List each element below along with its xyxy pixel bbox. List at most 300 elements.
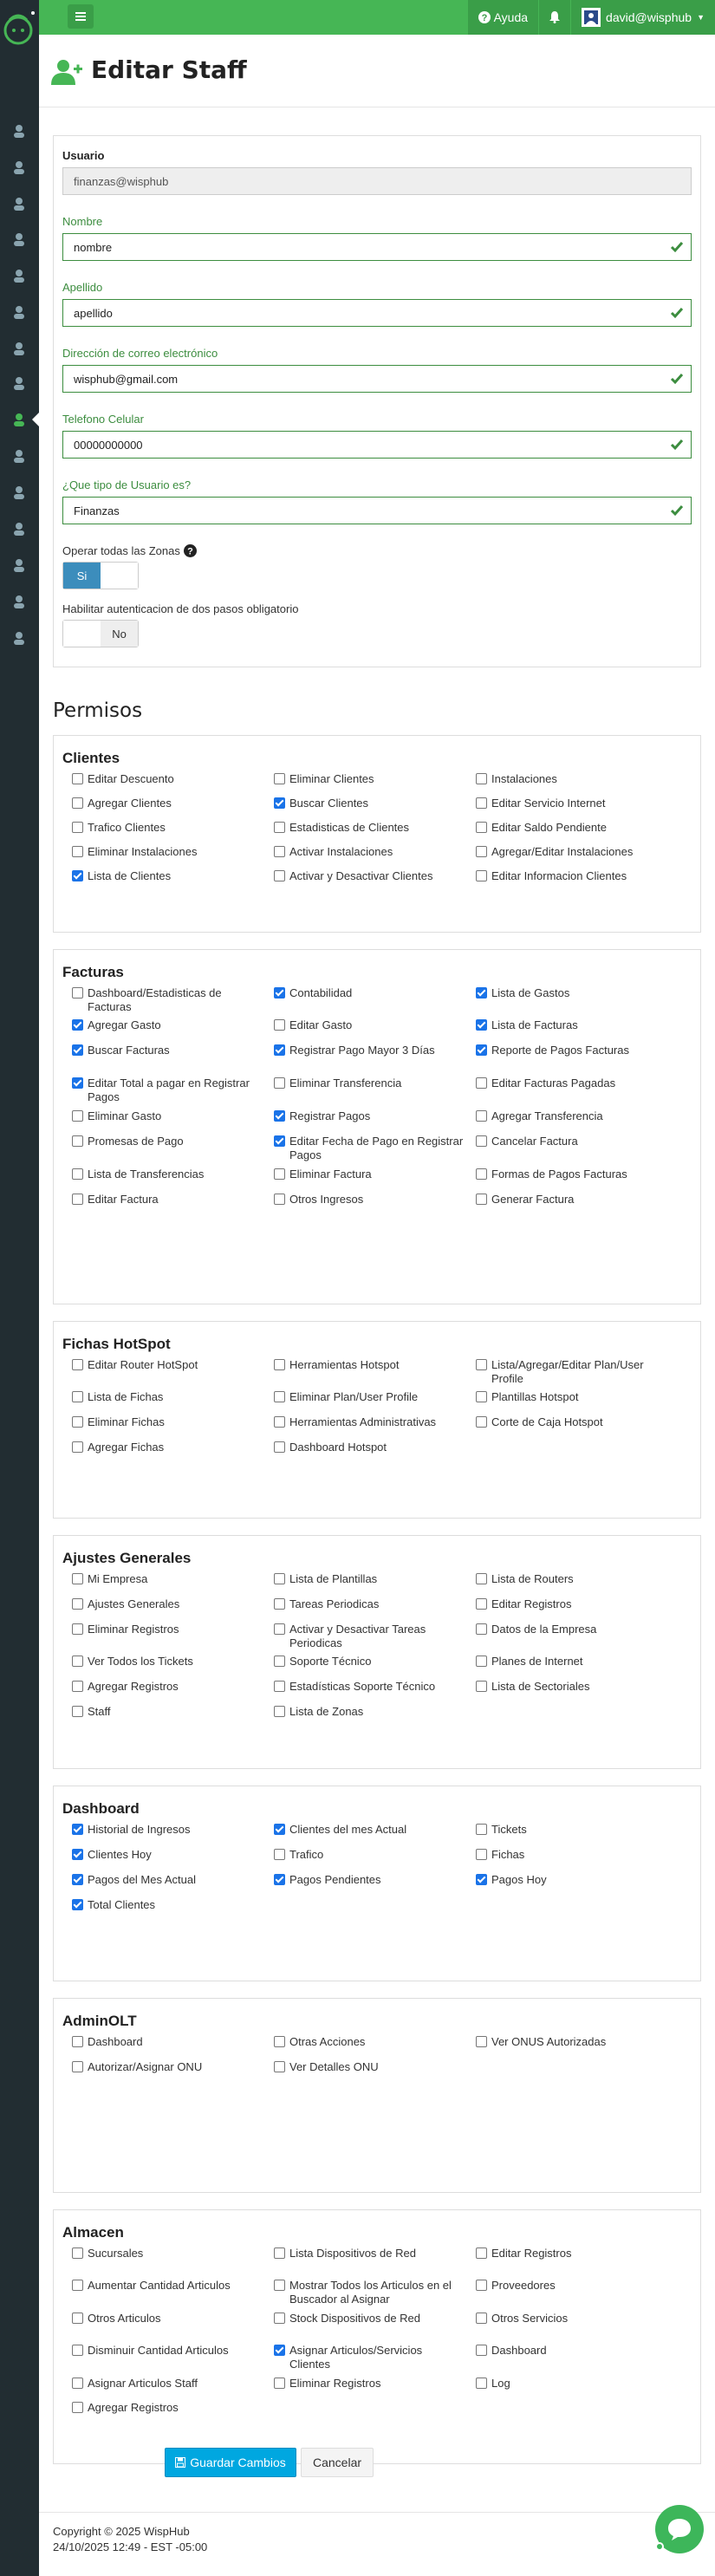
permission-label: Stock Dispositivos de Red [289, 2312, 421, 2325]
permission-checkbox-item[interactable] [476, 1848, 666, 1862]
permission-label: Dashboard [491, 2344, 547, 2357]
thumbs-up-icon[interactable] [10, 520, 28, 537]
checkbox[interactable] [476, 1416, 487, 1428]
checkbox[interactable] [476, 1359, 487, 1370]
checkbox[interactable] [72, 2345, 83, 2356]
checkbox[interactable] [72, 1681, 83, 1692]
sitemap-icon[interactable] [10, 267, 28, 284]
permission-label: Asignar Articulos/Servicios Clientes [289, 2344, 423, 2371]
valid-check-icon [670, 504, 684, 517]
footer-datetime: 24/10/2025 12:49 - EST -05:00 [53, 2540, 208, 2553]
permission-label: Dashboard [88, 2035, 143, 2048]
permission-checkbox-item[interactable] [476, 986, 666, 1000]
checkbox[interactable] [476, 1135, 487, 1147]
telefono-field[interactable] [62, 431, 692, 459]
permission-checkbox-item[interactable] [274, 1823, 465, 1837]
permission-checkbox-item[interactable] [274, 2035, 465, 2049]
permission-checkbox-item[interactable] [72, 1077, 263, 1104]
permission-label: Log [491, 2377, 510, 2390]
checkbox[interactable] [476, 1019, 487, 1031]
permission-checkbox-item[interactable] [476, 1823, 666, 1837]
checkbox[interactable] [476, 1824, 487, 1835]
permission-checkbox-item[interactable] [476, 821, 666, 835]
permission-checkbox-item[interactable] [274, 1441, 465, 1454]
plus-icon[interactable] [10, 593, 28, 610]
checkbox[interactable] [72, 773, 83, 784]
permission-label: Lista de Clientes [88, 869, 172, 882]
permission-checkbox-item[interactable] [476, 1168, 666, 1181]
permission-checkbox-item[interactable] [476, 1597, 666, 1611]
permission-checkbox-item[interactable] [274, 821, 465, 835]
permission-label: Soporte Técnico [289, 1655, 372, 1668]
checkbox[interactable] [72, 1706, 83, 1717]
checkbox[interactable] [476, 1598, 487, 1610]
permission-label: Editar Factura [88, 1193, 159, 1206]
checkbox[interactable] [476, 2378, 487, 2389]
checkbox[interactable] [72, 1019, 83, 1031]
checkbox[interactable] [72, 822, 83, 833]
permission-label: Corte de Caja Hotspot [491, 1415, 603, 1428]
usuario-value: finanzas@wisphub [74, 174, 169, 188]
checkbox[interactable] [72, 987, 83, 999]
permission-checkbox-item[interactable] [476, 1873, 666, 1887]
permission-checkbox-item[interactable] [72, 1168, 263, 1181]
checkbox[interactable] [72, 2378, 83, 2389]
checkbox[interactable] [476, 1849, 487, 1860]
checkbox[interactable] [274, 1706, 285, 1717]
permission-checkbox-item[interactable] [476, 2279, 666, 2293]
permission-checkbox-item[interactable] [476, 1655, 666, 1669]
permission-checkbox-item[interactable] [274, 2344, 465, 2371]
checkbox[interactable] [274, 2280, 285, 2291]
permission-checkbox-item[interactable] [72, 2035, 263, 2049]
twofa-toggle[interactable] [62, 620, 139, 647]
checkbox[interactable] [274, 2345, 285, 2356]
permission-label: Eliminar Clientes [289, 772, 374, 785]
checkbox[interactable] [274, 1573, 285, 1584]
cancel-button[interactable] [301, 2448, 374, 2477]
permission-checkbox-item[interactable] [476, 797, 666, 810]
permission-label: Formas de Pagos Facturas [491, 1168, 627, 1181]
permission-checkbox-item[interactable] [72, 1441, 263, 1454]
permissions-section-title: Almacen [62, 2224, 124, 2241]
permission-checkbox-item[interactable] [72, 2279, 263, 2293]
checkbox[interactable] [72, 1899, 83, 1910]
checkbox[interactable] [476, 1077, 487, 1089]
checkbox[interactable] [274, 797, 285, 809]
permission-label: Buscar Facturas [88, 1044, 170, 1057]
permission-checkbox-item[interactable] [72, 2247, 263, 2261]
permission-checkbox-item[interactable] [72, 1680, 263, 1694]
permission-checkbox-item[interactable] [476, 2344, 666, 2358]
apellido-field[interactable] [62, 299, 692, 327]
permission-checkbox-item[interactable] [72, 1848, 263, 1862]
permission-checkbox-item[interactable] [72, 1597, 263, 1611]
checkbox[interactable] [476, 1573, 487, 1584]
permission-label: Mi Empresa [88, 1572, 148, 1585]
usuario-field[interactable] [62, 167, 692, 195]
checkbox[interactable] [476, 870, 487, 881]
permission-label: Tareas Periodicas [289, 1597, 380, 1610]
permission-checkbox-item[interactable] [274, 2312, 465, 2326]
permission-label: Pagos Pendientes [289, 1873, 381, 1886]
permission-label: Lista de Plantillas [289, 1572, 378, 1585]
checkbox[interactable] [476, 2313, 487, 2324]
checkbox[interactable] [274, 1168, 285, 1180]
permission-label: Agregar/Editar Instalaciones [491, 845, 634, 858]
permission-checkbox-item[interactable] [274, 1848, 465, 1862]
permission-checkbox-item[interactable] [274, 1390, 465, 1404]
permission-checkbox-item[interactable] [476, 772, 666, 786]
permission-label: Proveedores [491, 2279, 556, 2292]
permission-label: Agregar Transferencia [491, 1109, 603, 1122]
checkbox[interactable] [476, 1194, 487, 1205]
permission-checkbox-item[interactable] [476, 845, 666, 859]
checkbox[interactable] [274, 1598, 285, 1610]
permission-checkbox-item[interactable] [72, 1655, 263, 1669]
speedometer-icon[interactable] [10, 159, 28, 176]
checkbox[interactable] [274, 2061, 285, 2072]
chat-bubble-icon [666, 2517, 692, 2541]
apellido-label: Apellido [62, 281, 103, 294]
bell-icon [549, 11, 560, 23]
checkbox[interactable] [274, 1077, 285, 1089]
permission-checkbox-item[interactable] [72, 2060, 263, 2074]
valid-check-icon [670, 306, 684, 320]
checkbox[interactable] [72, 1874, 83, 1885]
checkbox[interactable] [476, 846, 487, 857]
wifi-icon[interactable] [10, 303, 28, 321]
archive-icon[interactable] [10, 374, 28, 392]
users-icon[interactable] [10, 195, 28, 212]
checkbox[interactable] [274, 1194, 285, 1205]
permission-label: Eliminar Gasto [88, 1109, 162, 1122]
permission-checkbox-item[interactable] [72, 797, 263, 810]
checkbox[interactable] [72, 1598, 83, 1610]
permission-checkbox-item[interactable] [476, 2377, 666, 2391]
checkbox[interactable] [274, 2247, 285, 2259]
user-plus-icon [51, 59, 82, 85]
permission-checkbox-item[interactable] [274, 2377, 465, 2391]
permission-checkbox-item[interactable] [274, 1193, 465, 1207]
permission-checkbox-item[interactable] [72, 1572, 263, 1586]
checkbox[interactable] [476, 1391, 487, 1402]
permission-checkbox-item[interactable] [476, 1572, 666, 1586]
permission-label: Activar y Desactivar Tareas Periodicas [289, 1623, 426, 1649]
tipo-usuario-select[interactable] [62, 497, 692, 524]
checkbox[interactable] [72, 2036, 83, 2047]
book-icon[interactable] [10, 556, 28, 574]
permission-label: Editar Router HotSpot [88, 1358, 198, 1371]
checkbox[interactable] [72, 1441, 83, 1453]
permission-checkbox-item[interactable] [476, 2035, 666, 2049]
checkbox[interactable] [274, 1135, 285, 1147]
permission-checkbox-item[interactable] [274, 772, 465, 786]
checkbox[interactable] [476, 1110, 487, 1122]
checkbox[interactable] [274, 1019, 285, 1031]
checkbox[interactable] [274, 1656, 285, 1667]
apellido-value: apellido [74, 306, 113, 320]
checkbox[interactable] [274, 870, 285, 881]
nombre-field[interactable] [62, 233, 692, 261]
permission-checkbox-item[interactable] [72, 1823, 263, 1837]
permission-label: Ver Detalles ONU [289, 2060, 379, 2073]
notifications-button[interactable] [538, 0, 570, 35]
checkbox[interactable] [72, 797, 83, 809]
checkbox[interactable] [274, 1416, 285, 1428]
permission-checkbox-item[interactable] [274, 1168, 465, 1181]
permission-checkbox-item[interactable] [72, 2344, 263, 2358]
permission-label: Trafico [289, 1848, 324, 1861]
checkbox[interactable] [72, 2313, 83, 2324]
checkbox[interactable] [72, 1623, 83, 1635]
sidebar-active-indicator [32, 413, 39, 426]
permission-checkbox-item[interactable] [274, 1358, 465, 1372]
checkbox[interactable] [476, 822, 487, 833]
checkbox[interactable] [476, 987, 487, 999]
permission-checkbox-item[interactable] [274, 1109, 465, 1123]
permission-checkbox-item[interactable] [476, 1018, 666, 1032]
permission-label: Total Clientes [88, 1898, 156, 1911]
valid-check-icon [670, 372, 684, 386]
checkbox[interactable] [274, 773, 285, 784]
permission-checkbox-item[interactable] [274, 797, 465, 810]
checkbox[interactable] [476, 1656, 487, 1667]
tipo-usuario-label: ¿Que tipo de Usuario es? [62, 478, 192, 491]
permissions-section-title: Fichas HotSpot [62, 1336, 171, 1352]
user-menu[interactable] [570, 0, 715, 35]
permission-checkbox-item[interactable] [476, 1077, 666, 1090]
permission-label: Registrar Pagos [289, 1109, 371, 1122]
sidebar-toggle-button[interactable] [68, 4, 94, 29]
permission-checkbox-item[interactable] [274, 2060, 465, 2074]
permission-checkbox-item[interactable] [72, 986, 263, 1014]
permission-checkbox-item[interactable] [72, 1135, 263, 1148]
checkbox[interactable] [274, 1849, 285, 1860]
permission-label: Instalaciones [491, 772, 557, 785]
clipboard-icon[interactable] [10, 484, 28, 501]
permission-label: Dashboard Hotspot [289, 1441, 387, 1454]
permission-checkbox-item[interactable] [72, 1415, 263, 1429]
permission-checkbox-item[interactable] [72, 1873, 263, 1887]
life-ring-icon[interactable] [10, 340, 28, 357]
checkbox[interactable] [274, 2313, 285, 2324]
chat-online-indicator [655, 2542, 664, 2551]
checkbox[interactable] [72, 1168, 83, 1180]
permission-checkbox-item[interactable] [476, 1358, 666, 1386]
main-content [39, 35, 715, 2576]
question-circle-icon[interactable] [184, 544, 197, 557]
checkbox[interactable] [72, 1824, 83, 1835]
gear-icon[interactable] [10, 447, 28, 465]
permission-checkbox-item[interactable] [476, 2247, 666, 2261]
checkbox[interactable] [274, 2378, 285, 2389]
permission-label: Lista Dispositivos de Red [289, 2247, 416, 2260]
twofa-label: Habilitar autenticacion de dos pasos obligatorio [62, 602, 299, 615]
permission-checkbox-item[interactable] [72, 1018, 263, 1032]
checkbox[interactable] [72, 2402, 83, 2413]
permission-checkbox-item[interactable] [72, 2312, 263, 2326]
permission-checkbox-item[interactable] [274, 2247, 465, 2261]
checkbox[interactable] [72, 1573, 83, 1584]
nombre-label: Nombre [62, 215, 103, 228]
checkbox[interactable] [72, 2247, 83, 2259]
permission-checkbox-item[interactable] [274, 1077, 465, 1090]
permission-label: Editar Facturas Pagadas [491, 1077, 616, 1090]
permission-label: Planes de Internet [491, 1655, 583, 1668]
checkbox[interactable] [274, 1044, 285, 1056]
permission-checkbox-item[interactable] [72, 772, 263, 786]
checkbox[interactable] [476, 1874, 487, 1885]
save-button[interactable] [165, 2448, 296, 2477]
permission-checkbox-item[interactable] [274, 1572, 465, 1586]
permission-label: Agregar Clientes [88, 797, 172, 810]
permission-checkbox-item[interactable] [476, 1390, 666, 1404]
permission-checkbox-item[interactable] [274, 1705, 465, 1719]
checkbox[interactable] [274, 1441, 285, 1453]
permission-checkbox-item[interactable] [274, 1655, 465, 1669]
save-label: Guardar Cambios [190, 2456, 286, 2469]
permission-label: Generar Factura [491, 1193, 575, 1206]
permission-checkbox-item[interactable] [476, 1415, 666, 1429]
permission-checkbox-item[interactable] [274, 1623, 465, 1650]
checkbox[interactable] [274, 846, 285, 857]
permission-checkbox-item[interactable] [72, 1044, 263, 1057]
checkbox[interactable] [274, 1623, 285, 1635]
permission-checkbox-item[interactable] [72, 1390, 263, 1404]
checkbox[interactable] [476, 1168, 487, 1180]
checkbox[interactable] [274, 1110, 285, 1122]
permission-checkbox-item[interactable] [476, 1193, 666, 1207]
permission-checkbox-item[interactable] [476, 1680, 666, 1694]
permission-checkbox-item[interactable] [72, 1193, 263, 1207]
checkbox[interactable] [72, 1656, 83, 1667]
permission-checkbox-item[interactable] [72, 1705, 263, 1719]
checkbox[interactable] [274, 987, 285, 999]
permission-label: Cancelar Factura [491, 1135, 578, 1148]
checkbox[interactable] [72, 1416, 83, 1428]
checkbox[interactable] [476, 2247, 487, 2259]
checkbox[interactable] [72, 1359, 83, 1370]
checkbox[interactable] [274, 1874, 285, 1885]
checkbox[interactable] [274, 1824, 285, 1835]
checkbox[interactable] [476, 797, 487, 809]
permission-checkbox-item[interactable] [274, 1415, 465, 1429]
checkbox[interactable] [72, 846, 83, 857]
permission-label: Agregar Registros [88, 2401, 179, 2414]
permission-checkbox-item[interactable] [274, 1873, 465, 1887]
permission-checkbox-item[interactable] [476, 2312, 666, 2326]
checkbox[interactable] [72, 1391, 83, 1402]
dashboard-icon[interactable] [10, 122, 28, 140]
checkbox[interactable] [72, 1135, 83, 1147]
permission-checkbox-item[interactable] [274, 869, 465, 883]
checkbox[interactable] [72, 1077, 83, 1089]
permission-checkbox-item[interactable] [274, 845, 465, 859]
checkbox[interactable] [274, 1359, 285, 1370]
permission-checkbox-item[interactable] [72, 845, 263, 859]
avatar [582, 8, 601, 27]
checkbox[interactable] [476, 773, 487, 784]
permission-label: Clientes Hoy [88, 1848, 152, 1861]
sidebar [0, 0, 39, 2576]
footer [39, 2512, 715, 2576]
top-navbar [39, 0, 715, 35]
permission-checkbox-item[interactable] [274, 1597, 465, 1611]
checkbox[interactable] [476, 1681, 487, 1692]
email-label: Dirección de correo electrónico [62, 347, 218, 360]
checkbox[interactable] [476, 2345, 487, 2356]
checkbox[interactable] [72, 1044, 83, 1056]
permission-checkbox-item[interactable] [476, 1109, 666, 1123]
checkbox[interactable] [72, 2280, 83, 2291]
sign-out-icon[interactable] [10, 629, 28, 647]
permission-checkbox-item[interactable] [72, 2377, 263, 2391]
checkbox[interactable] [72, 1110, 83, 1122]
permission-checkbox-item[interactable] [72, 2401, 263, 2415]
permission-checkbox-item[interactable] [274, 986, 465, 1000]
permission-checkbox-item[interactable] [72, 1358, 263, 1372]
zonas-toggle-handle [101, 563, 138, 589]
permission-checkbox-item[interactable] [476, 869, 666, 883]
checkbox[interactable] [274, 822, 285, 833]
permission-label: Pagos del Mes Actual [88, 1873, 197, 1886]
checkbox[interactable] [72, 1849, 83, 1860]
checkbox[interactable] [72, 870, 83, 881]
zonas-toggle[interactable] [62, 562, 139, 589]
permission-checkbox-item[interactable] [274, 1044, 465, 1057]
checkbox[interactable] [274, 1391, 285, 1402]
permission-checkbox-item[interactable] [274, 1135, 465, 1162]
permission-label: Activar y Desactivar Clientes [289, 869, 433, 882]
permission-checkbox-item[interactable] [72, 1623, 263, 1636]
floppy-disk-icon [175, 2457, 185, 2468]
help-button[interactable] [467, 0, 538, 35]
permission-checkbox-item[interactable] [476, 1044, 666, 1057]
checkbox[interactable] [274, 2036, 285, 2047]
email-field[interactable] [62, 365, 692, 393]
permission-checkbox-item[interactable] [72, 1898, 263, 1912]
permission-label: Sucursales [88, 2247, 144, 2260]
permission-label: Lista de Transferencias [88, 1168, 205, 1181]
permission-label: Lista de Fichas [88, 1390, 164, 1403]
permission-checkbox-item[interactable] [72, 821, 263, 835]
permission-checkbox-item[interactable] [476, 1623, 666, 1636]
permission-label: Clientes del mes Actual [289, 1823, 407, 1836]
chart-line-icon[interactable] [10, 231, 28, 248]
permission-checkbox-item[interactable] [274, 1018, 465, 1032]
checkbox[interactable] [274, 1681, 285, 1692]
permission-label: Otras Acciones [289, 2035, 366, 2048]
checkbox[interactable] [476, 2280, 487, 2291]
permission-label: Eliminar Factura [289, 1168, 372, 1181]
permission-checkbox-item[interactable] [72, 1109, 263, 1123]
permission-label: Editar Registros [491, 1597, 572, 1610]
permission-checkbox-item[interactable] [274, 2279, 465, 2306]
permission-checkbox-item[interactable] [274, 1680, 465, 1694]
permission-checkbox-item[interactable] [476, 1135, 666, 1148]
checkbox[interactable] [72, 1194, 83, 1205]
permissions-section-title: Facturas [62, 964, 124, 980]
checkbox[interactable] [476, 2036, 487, 2047]
checkbox[interactable] [476, 1623, 487, 1635]
tipo-usuario-value: Finanzas [74, 504, 120, 517]
staff-user-icon[interactable] [10, 411, 28, 428]
checkbox[interactable] [476, 1044, 487, 1056]
checkbox[interactable] [72, 2061, 83, 2072]
permission-checkbox-item[interactable] [72, 869, 263, 883]
wisphub-logo[interactable] [0, 0, 39, 50]
